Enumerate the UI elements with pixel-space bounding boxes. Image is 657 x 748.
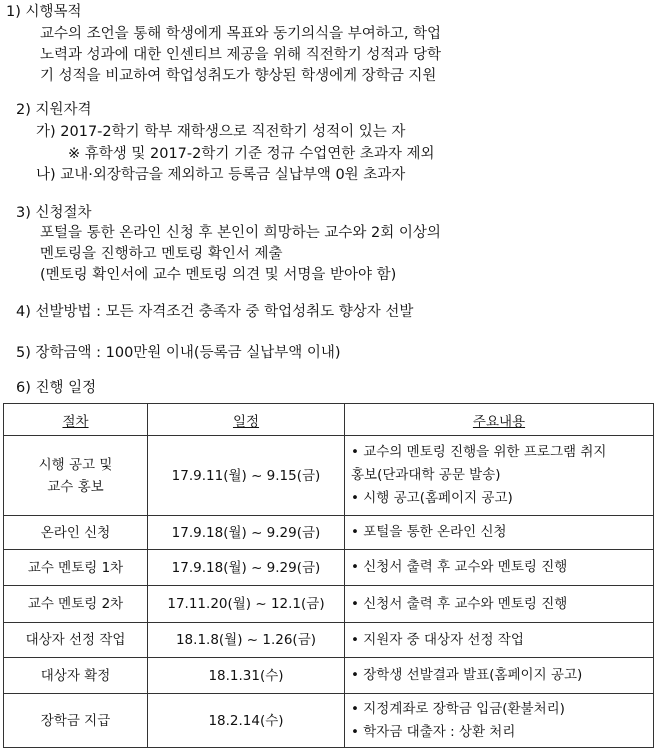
section-3-line: (멘토링 확인서에 교수 멘토링 의견 및 서명을 받아야 함): [40, 267, 397, 283]
step-cell: 대상자 확정: [4, 658, 148, 694]
section-1-line: 노력과 성과에 대한 인센티브 제공을 위해 직전학기 성적과 당학: [40, 47, 442, 63]
table-row: [4, 586, 654, 623]
section-1-line: 교수의 조언을 통해 학생에게 목표와 동기의식을 부여하고, 학업: [40, 26, 442, 42]
step-cell: 장학금 지급: [4, 694, 148, 748]
table-header-row: [4, 404, 654, 436]
date-cell: 17.9.18(월) ~ 9.29(금): [148, 516, 345, 550]
table-row: [4, 550, 654, 586]
schedule-table: [3, 403, 654, 748]
date-cell: 17.9.11(월) ~ 9.15(금): [148, 436, 345, 516]
date-cell: 17.9.18(월) ~ 9.29(금): [148, 550, 345, 586]
content-cell: • 교수의 멘토링 진행을 위한 프로그램 취지 홍보(단과대학 공문 발송) • 시행 공고(홈페이지 공고): [345, 436, 654, 516]
date-cell: 18.1.31(수): [148, 658, 345, 694]
section-3-heading: 3) 신청절차: [16, 205, 92, 221]
content-cell: • 지정계좌로 장학금 입금(환불처리) • 학자금 대출자 : 상환 처리: [345, 694, 654, 748]
table-row: [4, 436, 654, 516]
date-cell: 18.1.8(월) ~ 1.26(금): [148, 623, 345, 658]
table-row: [4, 658, 654, 694]
section-1-heading: 1) 시행목적: [6, 4, 82, 20]
step-cell: 온라인 신청: [4, 516, 148, 550]
date-cell: 18.2.14(수): [148, 694, 345, 748]
table-row: [4, 694, 654, 748]
step-cell: 교수 멘토링 1차: [4, 550, 148, 586]
content-cell: • 지원자 중 대상자 선정 작업: [345, 623, 654, 658]
section-1-line: 기 성적을 비교하여 학업성취도가 향상된 학생에게 장학금 지원: [40, 68, 437, 84]
table-row: [4, 623, 654, 658]
header-date: 일정: [148, 404, 345, 436]
section-5-text: 5) 장학금액 : 100만원 이내(등록금 실납부액 이내): [16, 345, 341, 361]
step-cell: 대상자 선정 작업: [4, 623, 148, 658]
section-2-line: 가) 2017-2학기 학부 재학생으로 직전학기 성적이 있는 자: [36, 124, 406, 140]
section-2-line: 나) 교내·외장학금을 제외하고 등록금 실납부액 0원 초과자: [36, 167, 406, 183]
section-2-note: ※ 휴학생 및 2017-2학기 기준 정규 수업연한 초과자 제외: [68, 146, 435, 162]
content-cell: • 장학생 선발결과 발표(홈페이지 공고): [345, 658, 654, 694]
content-cell: • 신청서 출력 후 교수와 멘토링 진행: [345, 586, 654, 623]
content-cell: • 포털을 통한 온라인 신청: [345, 516, 654, 550]
section-2-heading: 2) 지원자격: [16, 102, 92, 118]
section-4-text: 4) 선발방법 : 모든 자격조건 충족자 중 학업성취도 향상자 선발: [16, 304, 414, 320]
section-3-line: 멘토링을 진행하고 멘토링 확인서 제출: [40, 246, 283, 262]
header-content: 주요내용: [345, 404, 654, 436]
date-cell: 17.11.20(월) ~ 12.1(금): [148, 586, 345, 623]
section-6-heading: 6) 진행 일정: [16, 380, 97, 396]
section-3-line: 포털을 통한 온라인 신청 후 본인이 희망하는 교수와 2회 이상의: [40, 225, 441, 241]
header-step: 절차: [4, 404, 148, 436]
content-cell: • 신청서 출력 후 교수와 멘토링 진행: [345, 550, 654, 586]
step-cell: 교수 멘토링 2차: [4, 586, 148, 623]
table-row: [4, 516, 654, 550]
step-cell: 시행 공고 및 교수 홍보: [4, 436, 148, 516]
